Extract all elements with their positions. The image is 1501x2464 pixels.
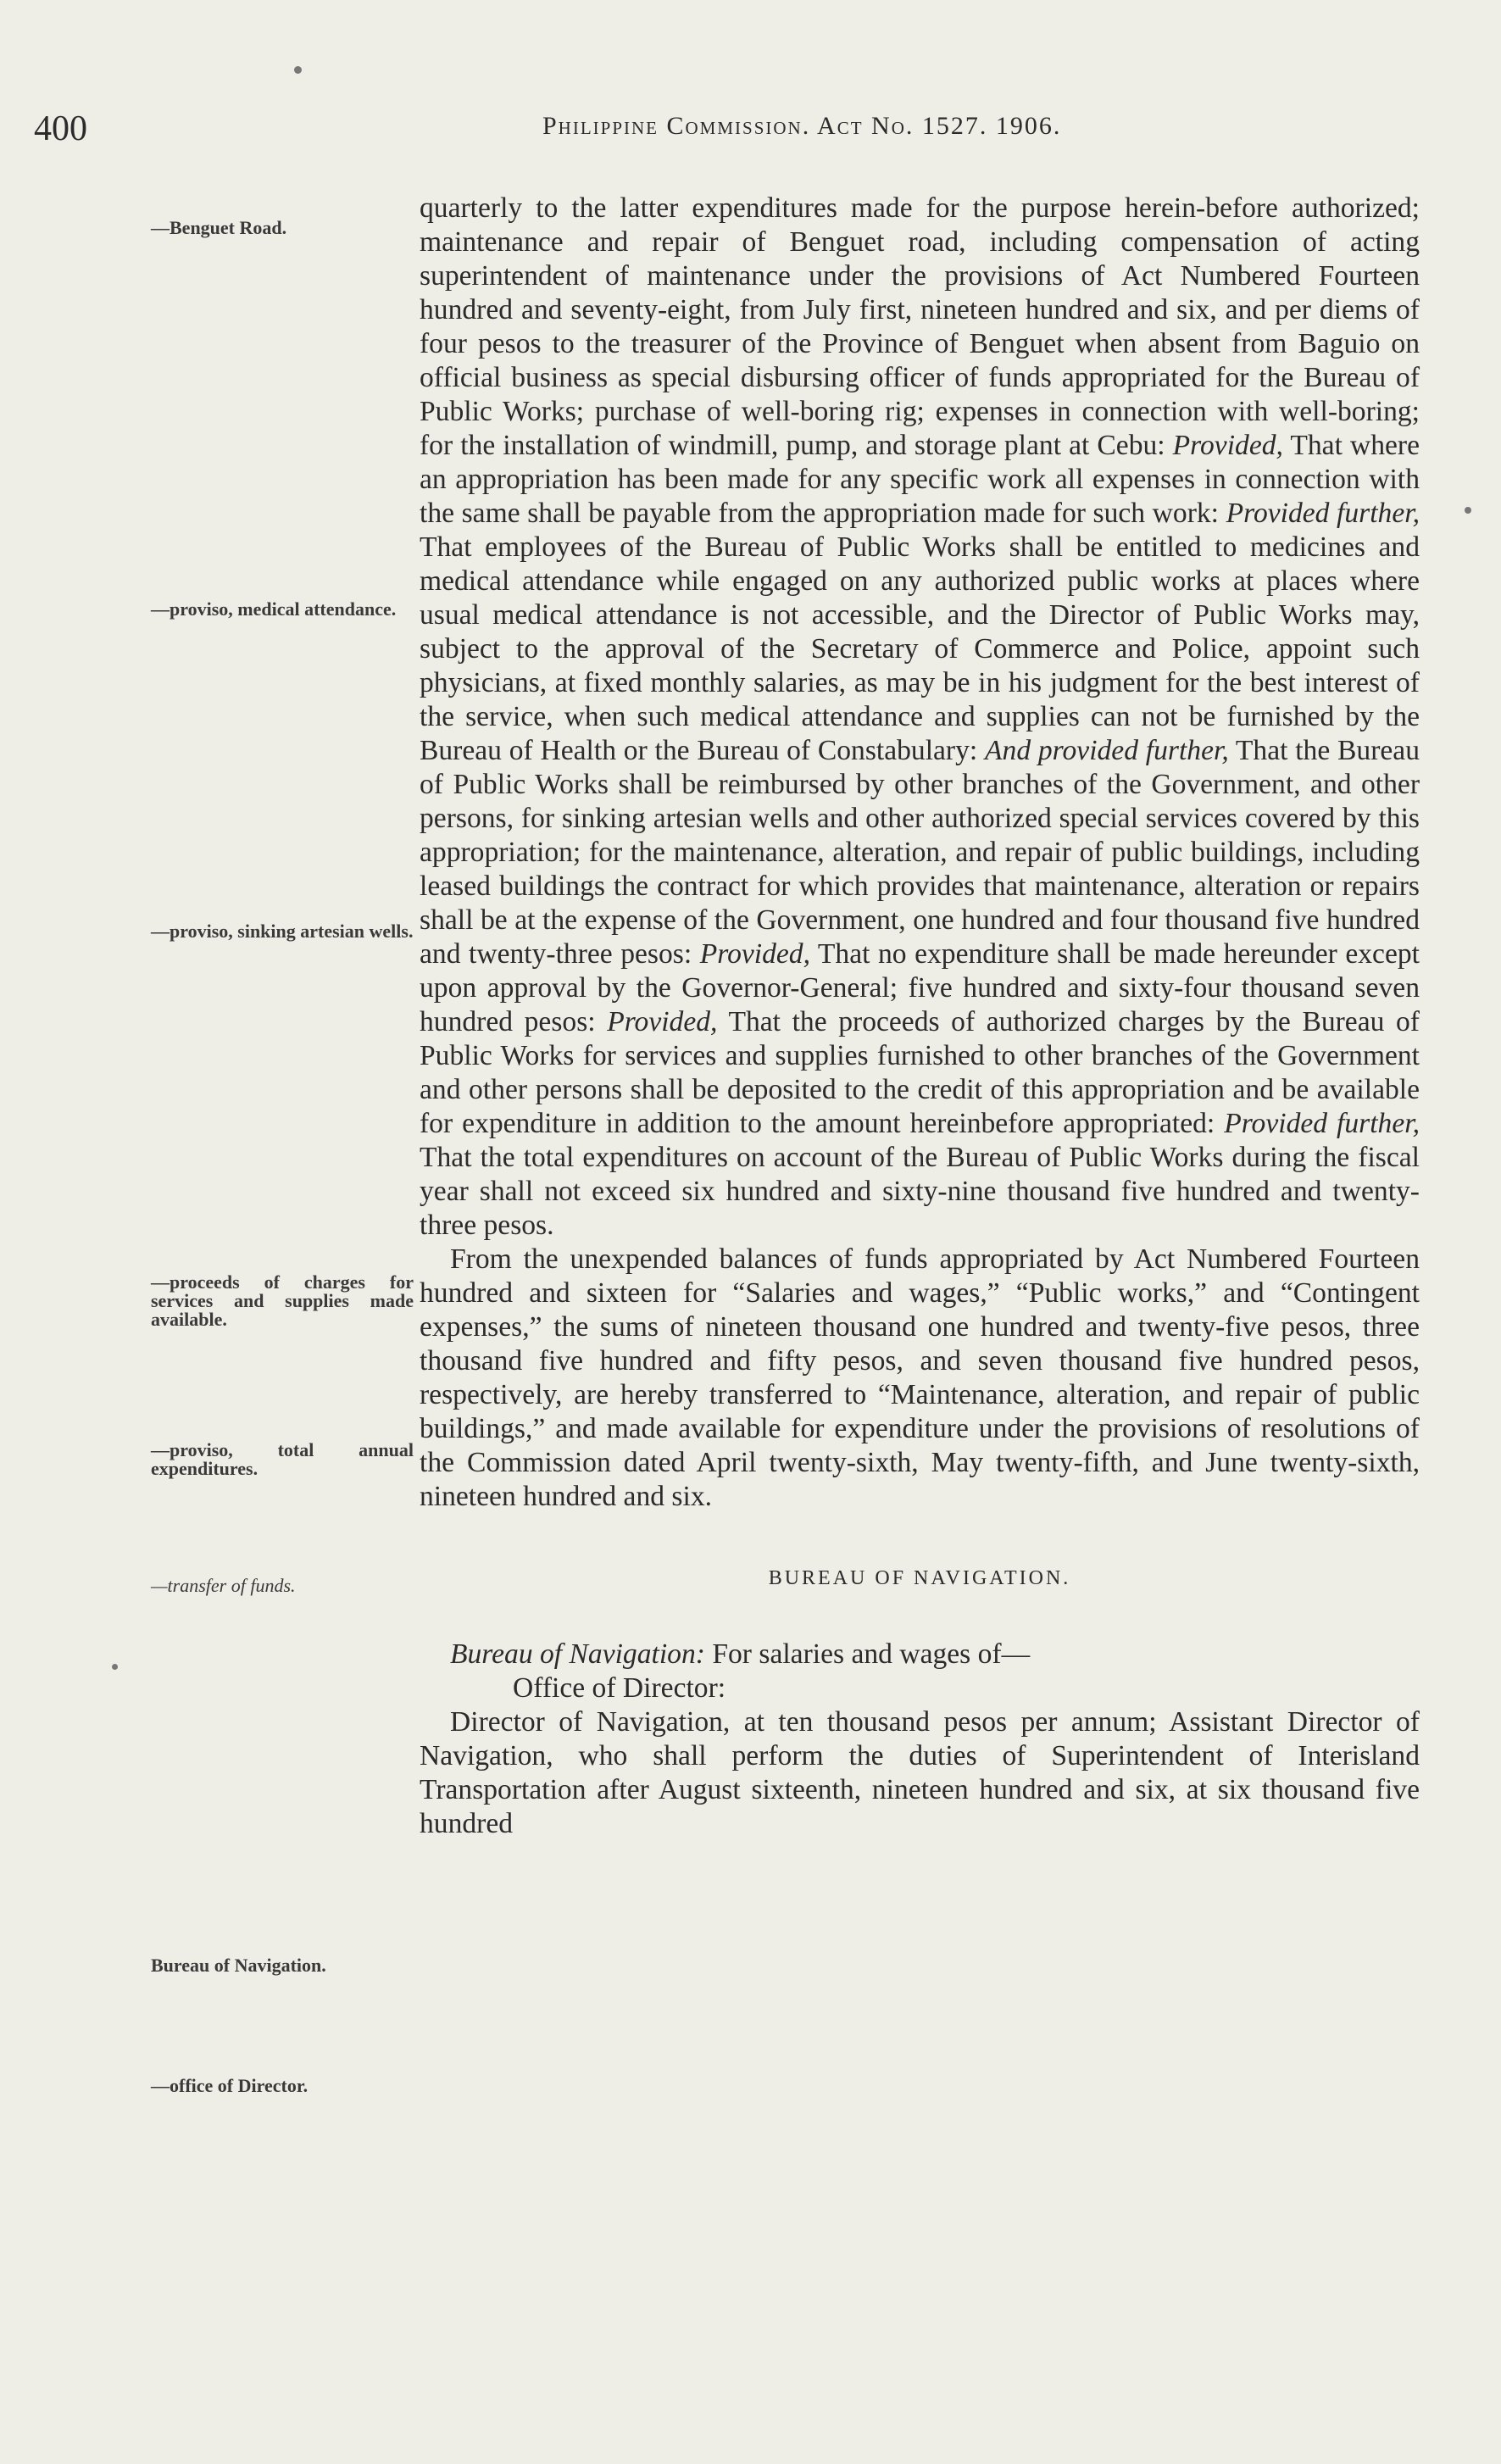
italic-and-provided-further: And provided further, [985, 735, 1229, 766]
text-run: That where an appropriation has been made for any specific work all expenses in connection with the same shall be payable from the appropriation made for such work: [420, 430, 1420, 529]
page-number: 400 [34, 109, 87, 148]
section-heading: BUREAU OF NAVIGATION. [768, 1567, 1071, 1589]
italic-provided: Provided, [699, 938, 810, 970]
ink-speck [294, 66, 302, 74]
text-run: quarterly to the latter expenditures made for the purpose herein-before authorized; maintenance and repair of Benguet road, including compensation of acting superintendent of maintenance under the provisions of Act Numbered Fourteen hundred and seventy-eight, from July first, nineteen hundred and six, and per diems of four pesos to the treasurer of the Province of Benguet when absent from Baguio on official business as special disbursing officer of funds appropriated for the Bureau of Public Works; purchase of well-boring rig; expenses in connection with well-boring; for the installation of windmill, pump, and storage plant at Cebu: [420, 192, 1420, 461]
text-run: That the total expenditures on account of the Bureau of Public Works during the fiscal year shall not exceed six hundred and sixty-nine thousand five hundred and twenty-three pesos. [420, 1142, 1420, 1241]
paragraph-transfer-of-funds: From the unexpended balances of funds appropriated by Act Numbered Fourteen hundred and sixteen for “Salaries and wages,” “Public works,” and “Contingent expenses,” the sums of nineteen thousand one hundred and twenty-five pesos, three thousand five hundred and fifty pesos, and seven thousand five hundred pesos, respectively, are hereby transferred to “Maintenance, alteration, and repair of public buildings,” and made available for expenditure under the provisions of resolutions of the Commission dated April twenty-sixth, May twenty-fifth, and June twenty-sixth, nineteen hundred and six. [420, 1243, 1420, 1512]
ink-speck [1465, 507, 1471, 514]
margin-note-proceeds-of-charges: —proceeds of charges for services and supplies made available. [151, 1271, 414, 1330]
margin-note-medical-attendance: —proviso, medical attendance. [151, 598, 397, 620]
margin-note-benguet-road: —Benguet Road. [151, 217, 287, 238]
paragraph-bureau-salaries [420, 1638, 1420, 1671]
text-run: That the proceeds of authorized charges by the Bureau of Public Works for services and supplies furnished to other branches of the Government and other persons shall be deposited to the credit of this appropriation and be available for expenditure in addition to the amount hereinbefore appropriated: [420, 1006, 1420, 1139]
margin-note-artesian-wells: —proviso, sinking artesian wells. [151, 921, 414, 942]
text-run: That employees of the Bureau of Public Works shall be entitled to medicines and medical attendance while engaged on any authorized public works at places where usual medical attendance is not accessible, and the Director of Public Works may, subject to the approval of the Secretary of Commerce and Police, appoint such physicians, at fixed monthly salaries, as may be in his judgment for the best interest of the service, when such medical attendance and supplies can not be furnished by the Bureau of Health or the Bureau of Constabulary: [420, 531, 1420, 766]
margin-note-total-expenditures: —proviso, total annual expenditures. [151, 1439, 414, 1479]
body-text [420, 192, 1420, 1841]
ink-speck [112, 1664, 118, 1670]
italic-provided: Provided, [607, 1006, 718, 1037]
paragraph-director-salaries: Director of Navigation, at ten thousand pesos per annum; Assistant Director of Navigation, who shall perform the duties of Superintendent of Interisland Transportation after August sixteenth, nineteen hundred and six, at six thousand five hundred [420, 1706, 1420, 1839]
italic-bureau-of-navigation: Bureau of Navigation: [450, 1638, 705, 1670]
margin-note-transfer-of-funds: —transfer of funds. [151, 1575, 296, 1596]
text-run: That the Bureau of Public Works shall be reimbursed by other branches of the Government, and other persons, for sinking artesian wells and other authorized special services covered by this appropriation; for the maintenance, alteration, and repair of public buildings, including leased buildings the contract for which provides that maintenance, alteration or repairs shall be at the expense of the Government, one hundred and four thousand five hundred and twenty-three pesos: [420, 735, 1420, 970]
italic-provided-further: Provided further, [1226, 498, 1420, 529]
italic-provided-further: Provided further, [1224, 1108, 1420, 1139]
italic-provided: Provided, [1172, 430, 1283, 461]
margin-note-bureau-of-navigation: Bureau of Navigation. [151, 1955, 326, 1976]
text-run: That no expenditure shall be made hereunder except upon approval by the Governor-General; five hundred and sixty-four thousand seven hundred pesos: [420, 938, 1420, 1037]
running-head: Philippine Commission. Act No. 1527. 1906. [542, 112, 1062, 140]
text-run: For salaries and wages of— [704, 1638, 1031, 1670]
office-of-director-line: Office of Director: [513, 1672, 726, 1704]
page-header [0, 108, 1501, 151]
paragraph-public-works-provisos [420, 192, 1420, 1243]
margin-note-office-of-director: —office of Director. [151, 2075, 309, 2096]
